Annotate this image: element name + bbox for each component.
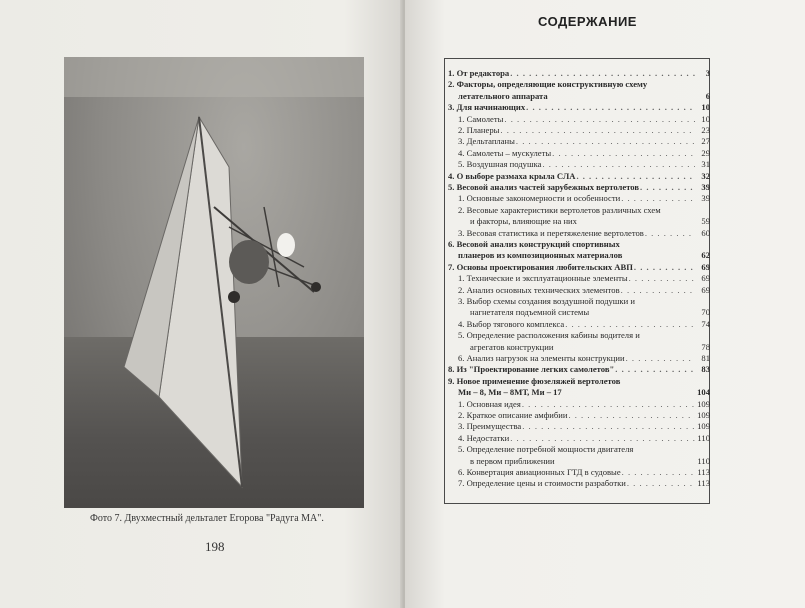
toc-page-number: 104 — [697, 387, 710, 398]
toc-entry — [448, 102, 710, 113]
toc-entry — [448, 79, 710, 90]
toc-entry-title: 1. Основная идея — [458, 398, 521, 409]
toc-entry-title: агрегатов конструкции — [470, 341, 554, 352]
toc-entry — [448, 467, 710, 478]
toc-page-number: 62 — [701, 250, 710, 261]
toc-entry — [448, 239, 710, 250]
toc-entry — [448, 285, 710, 296]
toc-leader-dots — [516, 136, 695, 147]
toc-entry — [448, 216, 710, 227]
toc-entry — [448, 171, 710, 182]
toc-entry — [448, 456, 710, 467]
toc-leader-dots — [576, 171, 695, 182]
toc-page-number: 109 — [697, 421, 710, 432]
left-page-number: 198 — [205, 539, 225, 554]
toc-entry-title: 3. Для начинающих — [448, 102, 526, 113]
toc-entry-title: 1. Самолеты — [458, 113, 504, 124]
toc-entry — [448, 91, 710, 102]
toc-entry — [448, 376, 710, 387]
toc-page-number: 69 — [701, 261, 710, 272]
toc-entry-title: 4. Самолеты – мускулеты — [458, 147, 552, 158]
toc-entry — [448, 399, 710, 410]
toc-entry-title: 5. Определение расположения кабины водителя и — [458, 330, 640, 341]
toc-entry-title: 6. Конвертация авиационных ГТД в судовые — [458, 467, 621, 477]
toc-entry-title: летательного аппарата — [458, 90, 548, 101]
toc-page-number: 83 — [701, 364, 710, 375]
toc-entry-title: 4. О выборе размаха крыла СЛА — [448, 170, 576, 181]
toc-entry-title: 3. Преимущества — [458, 421, 522, 432]
toc-page-number: 39 — [701, 193, 710, 204]
toc-entry-title: 1. От редактора — [448, 68, 510, 78]
toc-page-number: 29 — [701, 147, 710, 158]
toc-entry-title: Ми – 8, Ми – 8МТ, Ми – 17 — [458, 387, 562, 398]
toc-entry — [448, 353, 710, 364]
toc-leader-dots — [504, 114, 695, 125]
toc-entry — [448, 410, 710, 421]
toc-page-number: 59 — [701, 216, 710, 227]
hang-glider-photo — [64, 57, 364, 508]
toc-entry-title: 6. Весовой анализ конструкций спортивных — [448, 239, 620, 249]
toc-leader-dots — [645, 228, 695, 239]
toc-page-number: 23 — [701, 125, 710, 135]
toc-entry — [448, 182, 710, 193]
toc-entry-title: 7. Определение цены и стоимости разработки — [458, 478, 626, 489]
toc-entry — [448, 273, 710, 284]
toc-entry-title: 2. Факторы, определяющие конструктивную схему — [448, 79, 648, 90]
toc-entry — [448, 114, 710, 125]
toc-leader-dots — [615, 364, 695, 375]
hang-glider-illustration — [64, 57, 364, 508]
toc-leader-dots — [552, 148, 695, 159]
toc-leader-dots — [626, 353, 695, 364]
toc-entry-title: 5. Воздушная подушка — [458, 159, 542, 170]
toc-entry — [448, 330, 710, 341]
toc-entry-title: 5. Весовой анализ частей зарубежных вертолетов — [448, 182, 640, 192]
toc-leader-dots — [522, 399, 695, 410]
toc-page-number: 31 — [701, 159, 710, 170]
toc-entry — [448, 193, 710, 204]
toc-entry — [448, 296, 710, 307]
toc-entry-title: 4. Выбор тягового комплекса — [458, 318, 565, 329]
toc-entry — [448, 125, 710, 136]
toc-entry-title: 1. Основные закономерности и особенности — [458, 193, 621, 204]
toc-entry-title: 8. Из "Проектирование легких самолетов" — [448, 364, 615, 375]
toc-leader-dots — [621, 193, 695, 204]
toc-page-number: 109 — [697, 398, 710, 409]
photo-caption: Фото 7. Двухместный дельталет Егорова "Радуга МА". — [90, 513, 324, 524]
toc-leader-dots — [634, 262, 695, 273]
toc-entry — [448, 421, 710, 432]
toc-entry — [448, 478, 710, 489]
toc-entry-title: 2. Анализ основных технических элементов — [458, 284, 620, 295]
toc-page-number: 3 — [705, 68, 710, 78]
toc-entry-title: 3. Весовая статистика и перетяжеление вертолетов — [458, 227, 644, 238]
toc-page-number: 113 — [697, 478, 710, 489]
toc-entry — [448, 433, 710, 444]
toc-page-number: 39 — [701, 182, 710, 192]
toc-entry — [448, 387, 710, 398]
toc-page-number: 110 — [697, 432, 710, 443]
toc-page-number: 81 — [701, 353, 710, 363]
toc-entry-title: и факторы, влияющие на них — [470, 216, 577, 227]
toc-entry-title: 2. Весовые характеристики вертолетов различных схем — [458, 204, 661, 215]
toc-entry — [448, 262, 710, 273]
toc-leader-dots — [500, 125, 695, 136]
toc-entry-title: 3. Выбор схемы создания воздушной подушки и — [458, 296, 635, 306]
toc-page-number: 69 — [701, 284, 710, 295]
toc-page-number: 70 — [701, 307, 710, 318]
toc-entry — [448, 364, 710, 375]
toc-entry-title: нагнетателя подъемной системы — [470, 307, 590, 318]
toc-title: СОДЕРЖАНИЕ — [538, 14, 637, 29]
toc-leader-dots — [522, 421, 695, 432]
toc-entry — [448, 319, 710, 330]
toc-page-number: 78 — [701, 341, 710, 352]
toc-leader-dots — [640, 182, 695, 193]
toc-leader-dots — [627, 478, 695, 489]
toc-entry-title: 7. Основы проектирования любительских АВП — [448, 261, 633, 272]
toc-page-number: 113 — [697, 467, 710, 477]
toc-entry — [448, 148, 710, 159]
toc-entry-title: 2. Краткое описание амфибии — [458, 410, 568, 420]
toc-entry — [448, 205, 710, 216]
toc-leader-dots — [622, 467, 695, 478]
toc-page-number: 27 — [701, 136, 710, 147]
toc-page-number: 10 — [701, 102, 710, 113]
toc-entry — [448, 342, 710, 353]
toc-leader-dots — [565, 319, 695, 330]
toc-page-number: 60 — [701, 227, 710, 238]
toc-entry-title: 9. Новое применение фюзеляжей вертолетов — [448, 375, 621, 386]
toc-page-number: 32 — [701, 170, 710, 181]
toc-leader-dots — [629, 273, 695, 284]
toc-entry-title: планеров из композиционных материалов — [458, 250, 623, 261]
toc-leader-dots — [510, 433, 695, 444]
toc-entry-title: 1. Технические и эксплуатационные элементы — [458, 273, 628, 284]
toc-leader-dots — [621, 285, 695, 296]
toc-entry-title: 3. Дельтапланы — [458, 136, 515, 147]
toc-entry — [448, 159, 710, 170]
toc-leader-dots — [526, 102, 695, 113]
toc-page-number: 74 — [701, 318, 710, 329]
toc-entry-title: 5. Определение потребной мощности двигателя — [458, 444, 634, 455]
toc-entry-title: в первом приближении — [470, 455, 555, 466]
toc-entry — [448, 228, 710, 239]
toc-entry — [448, 136, 710, 147]
toc-entry-title: 6. Анализ нагрузок на элементы конструкции — [458, 353, 625, 363]
toc-page-number: 69 — [701, 273, 710, 284]
toc-entry — [448, 307, 710, 318]
toc-page-number: 10 — [701, 113, 710, 124]
toc-leader-dots — [568, 410, 695, 421]
toc-page-number: 6 — [705, 90, 710, 101]
toc-entry-title: 2. Планеры — [458, 125, 500, 135]
toc-leader-dots — [510, 68, 695, 79]
toc-entry — [448, 250, 710, 261]
toc-page-number: 109 — [697, 410, 710, 420]
toc-page-number: 110 — [697, 455, 710, 466]
toc-entry — [448, 68, 710, 79]
toc-leader-dots — [542, 159, 695, 170]
toc-entry-title: 4. Недостатки — [458, 432, 510, 443]
toc-entry — [448, 444, 710, 455]
